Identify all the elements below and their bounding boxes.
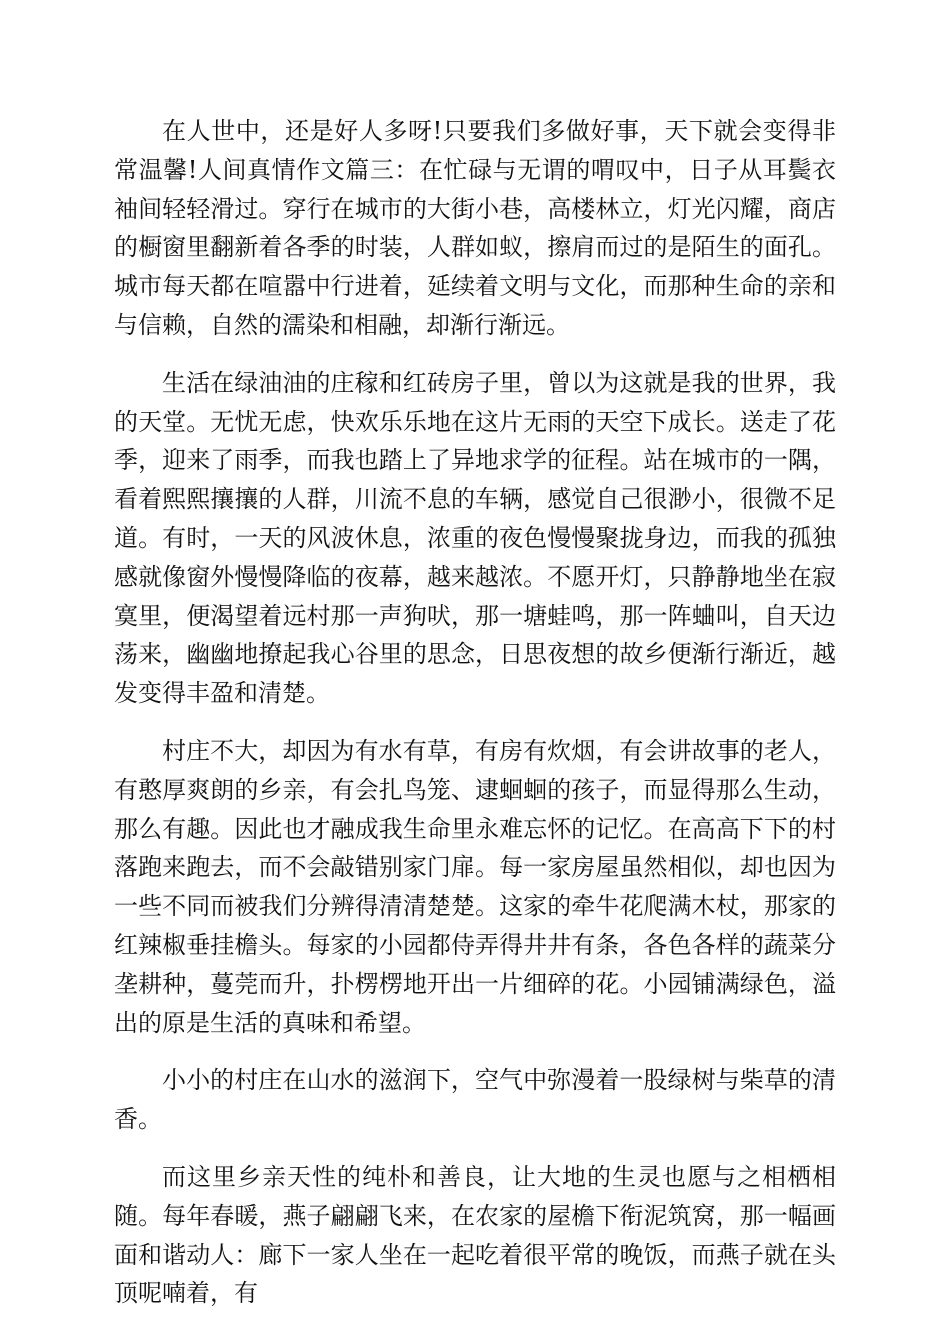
paragraph-4: 小小的村庄在山水的滋润下，空气中弥漫着一股绿树与柴草的清香。 [114,1066,836,1134]
document-body [114,112,836,1332]
paragraph-1: 在人世中，还是好人多呀!只要我们多做好事，天下就会变得非常温馨!人间真情作文篇三：在忙碌与无谓的喟叹中，日子从耳鬓衣袖间轻轻滑过。穿行在城市的大街小巷，高楼林立，灯光闪耀，商店的橱窗里翻新着各季的时装，人群如蚁，擦肩而过的是陌生的面孔。城市每天都在喧嚣中行进着，延续着文明与文化，而那种生命的亲和与信赖，自然的濡染和相融，却渐行渐远。 [114,117,836,339]
paragraph-5: 而这里乡亲天性的纯朴和善良，让大地的生灵也愿与之相栖相随。每年春暖，燕子翩翩飞来，在农家的屋檐下衔泥筑窝，那一幅画面和谐动人：廊下一家人坐在一起吃着很平常的晚饭，而燕子就在头顶呢喃着，有 [114,1162,836,1308]
paragraph-3: 村庄不大，却因为有水有草，有房有炊烟，有会讲故事的老人，有憨厚爽朗的乡亲，有会扎鸟笼、逮蛔蛔的孩子，而显得那么生动，那么有趣。因此也才融成我生命里永难忘怀的记忆。在高高下下的村落跑来跑去，而不会敲错别家门扉。每一家房屋虽然相似，却也因为一些不同而被我们分辨得清清楚楚。这家的牵牛花爬满木杖，那家的红辣椒垂挂檐头。每家的小园都侍弄得井井有条，各色各样的蔬菜分垄耕种，蔓莞而升，扑楞楞地开出一片细碎的花。小园铺满绿色，溢出的原是生活的真味和希望。 [114,736,836,1037]
paragraph-2: 生活在绿油油的庄稼和红砖房子里，曾以为这就是我的世界，我的天堂。无忧无虑，快欢乐乐地在这片无雨的天空下成长。送走了花季，迎来了雨季，而我也踏上了异地求学的征程。站在城市的一隅，看着熙熙攘攘的人群，川流不息的车辆，感觉自己很渺小，很微不足道。有时，一天的风波休息，浓重的夜色慢慢聚拢身边，而我的孤独感就像窗外慢慢降临的夜幕，越来越浓。不愿开灯，只静静地坐在寂寞里，便渴望着远村那一声狗吠，那一塘蛙鸣，那一阵蛐叫，自天边荡来，幽幽地撩起我心谷里的思念，日思夜想的故乡便渐行渐近，越发变得丰盈和清楚。 [114,368,836,708]
